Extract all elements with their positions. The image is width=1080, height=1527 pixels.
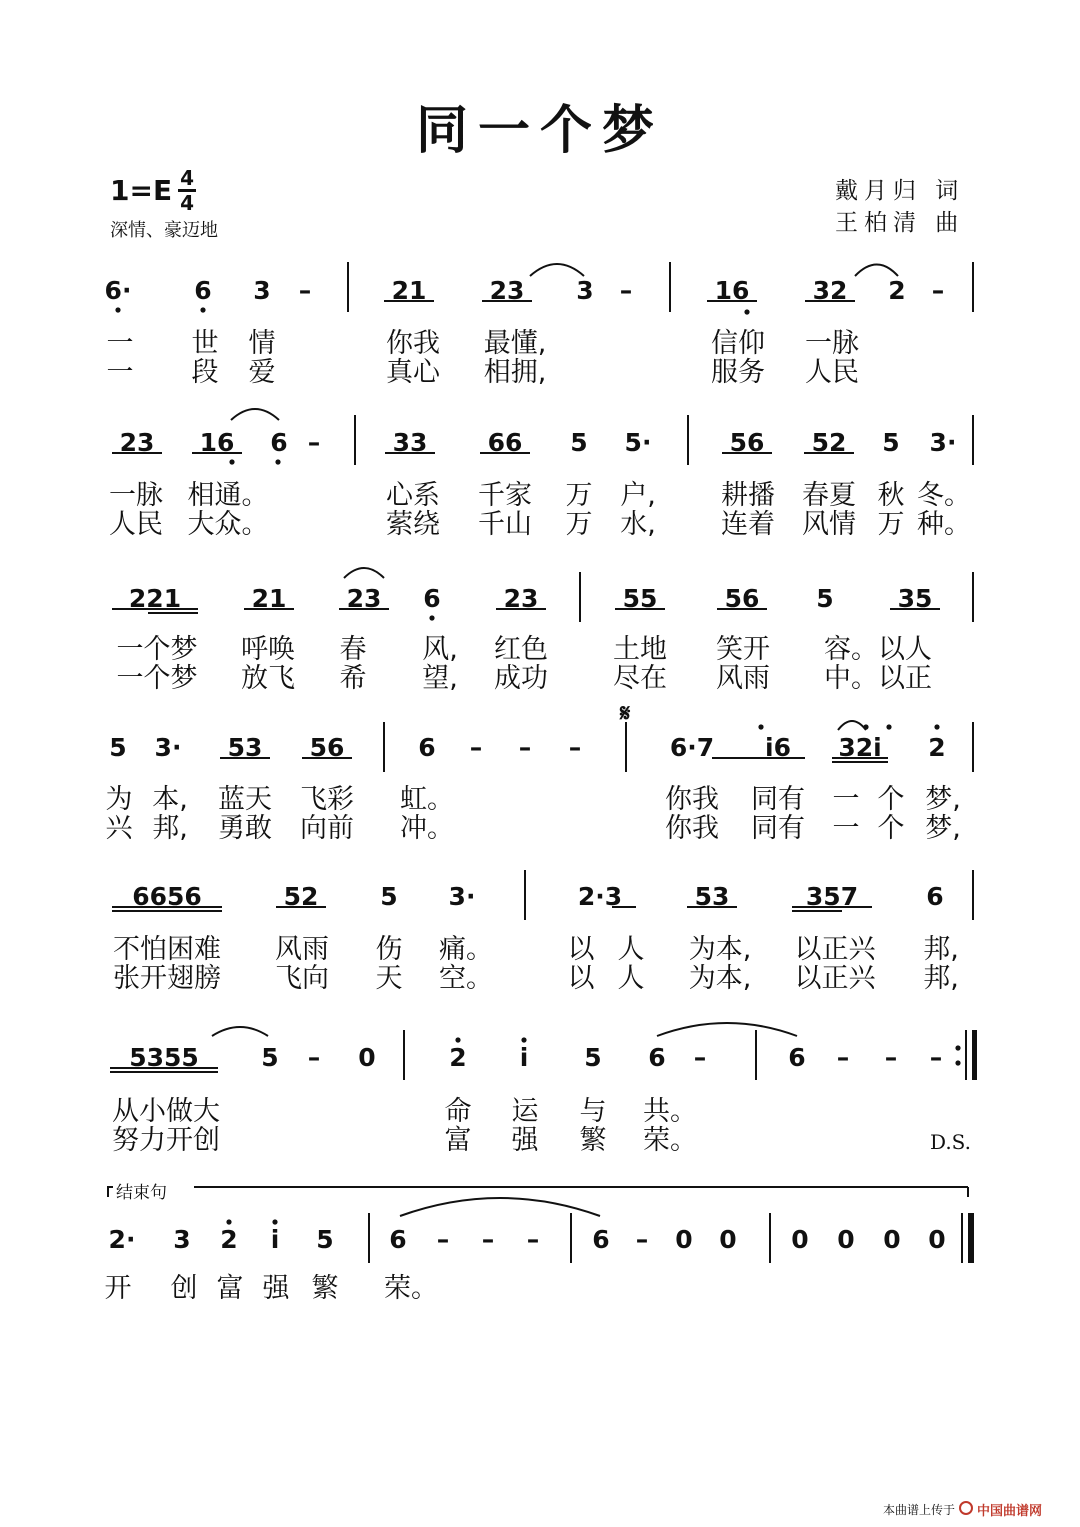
lyric: 痛。	[439, 934, 493, 965]
lyric: 从小做大	[112, 1096, 220, 1127]
lyric: 繁	[311, 1273, 339, 1304]
lyric: 真心	[386, 357, 440, 388]
note: –	[619, 276, 633, 305]
lyric: 呼唤	[241, 634, 295, 665]
note: 6	[194, 276, 212, 305]
lyric: 千山	[478, 509, 532, 540]
lyric: 富	[444, 1125, 472, 1156]
note: –	[518, 733, 532, 762]
site-brand[interactable]: 中国曲谱网	[977, 1504, 1043, 1519]
lyric: 千家	[478, 480, 532, 511]
note: 5	[109, 733, 127, 762]
lyric: 以	[567, 963, 595, 994]
note: 357	[805, 882, 859, 911]
note: 32	[812, 276, 848, 305]
note: –	[436, 1225, 450, 1254]
lyric: 邦,	[923, 963, 959, 994]
note: 3	[173, 1225, 191, 1254]
lyric: 爱	[248, 357, 276, 388]
lyric: 勇敢	[218, 813, 272, 844]
note: 0	[837, 1225, 855, 1254]
note: 5	[816, 584, 834, 613]
note: 53	[227, 733, 263, 762]
lyric: 不怕困难	[113, 934, 221, 965]
lyric: 春夏	[802, 480, 856, 511]
note: i	[519, 1043, 529, 1072]
note: 3	[576, 276, 594, 305]
lyric: 繁	[579, 1125, 607, 1156]
note: 0	[358, 1043, 376, 1072]
lyric: 富	[216, 1273, 244, 1304]
note: 6	[788, 1043, 806, 1072]
lyric: 以	[567, 934, 595, 965]
note: 6·	[104, 276, 132, 305]
lyric: 大众。	[187, 509, 269, 540]
note: 6	[270, 428, 288, 457]
lyric: 万	[565, 509, 593, 540]
lyric: 最懂,	[483, 328, 547, 359]
note: 3·	[929, 428, 957, 457]
note: 56	[729, 428, 765, 457]
note: 6	[389, 1225, 407, 1254]
lyric: 万	[565, 480, 593, 511]
note: 0	[675, 1225, 693, 1254]
lyric: 向前	[300, 813, 354, 844]
lyric: 信仰	[711, 328, 765, 359]
lyric: 飞向	[275, 963, 329, 994]
lyric: 兴	[105, 813, 133, 844]
lyric: 人	[617, 963, 645, 994]
note: 55	[622, 584, 658, 613]
note: 0	[719, 1225, 737, 1254]
lyric: 伤	[375, 934, 403, 965]
lyricist-credit: 戴月归 词	[835, 178, 965, 204]
note: 33	[392, 428, 428, 457]
lyric: 你我	[665, 813, 719, 844]
note: –	[931, 276, 945, 305]
note: 5	[261, 1043, 279, 1072]
lyric: 风雨	[716, 663, 770, 694]
lyric: 段	[191, 357, 219, 388]
note: 2	[928, 733, 946, 762]
lyric: 共。	[643, 1096, 697, 1127]
note: –	[526, 1225, 540, 1254]
note: 5	[584, 1043, 602, 1072]
note: 5355	[129, 1043, 199, 1072]
lyric: 风,	[422, 634, 458, 665]
note: 16	[199, 428, 235, 457]
lyric: 水,	[620, 509, 656, 540]
lyric: 个	[877, 784, 905, 815]
note: –	[568, 733, 582, 762]
lyric: 种。	[917, 509, 971, 540]
segno-sign: 𝄋	[620, 698, 631, 727]
note: 5·	[624, 428, 652, 457]
site-footer	[883, 1500, 1042, 1519]
lyric: 空。	[439, 963, 493, 994]
lyric: 人民	[805, 357, 859, 388]
lyric: 运	[511, 1096, 539, 1127]
lyric: 连着	[721, 509, 775, 540]
lyric: 土地	[613, 634, 667, 665]
note: 6	[418, 733, 436, 762]
lyric: 与	[579, 1096, 607, 1127]
lyric: 一个梦	[116, 663, 198, 694]
note: 5	[882, 428, 900, 457]
note: 3	[253, 276, 271, 305]
note: 0	[791, 1225, 809, 1254]
lyric: 希	[339, 663, 367, 694]
lyric: 开	[104, 1273, 132, 1304]
lyric: 创	[170, 1273, 198, 1304]
note: i	[270, 1225, 280, 1254]
lyric: 人民	[109, 509, 163, 540]
note: 16	[714, 276, 750, 305]
lyric: 相拥,	[483, 357, 547, 388]
lyric: 张开翅膀	[113, 963, 221, 994]
note: 53	[694, 882, 730, 911]
note: –	[929, 1043, 943, 1072]
note: 23	[346, 584, 382, 613]
note: 5	[316, 1225, 334, 1254]
lyric: 秋	[877, 480, 905, 511]
lyric: 命	[444, 1096, 472, 1127]
lyric: 一	[832, 813, 860, 844]
ending-label: 结束句	[116, 1183, 167, 1203]
note: 2	[888, 276, 906, 305]
lyric: 以正兴	[794, 963, 876, 994]
note: 35	[897, 584, 933, 613]
lyric: 人	[617, 934, 645, 965]
lyric: 个	[877, 813, 905, 844]
tempo-marking: 深情、豪迈地	[110, 220, 218, 241]
note: 32i	[838, 733, 882, 762]
lyric: 邦,	[923, 934, 959, 965]
note: 52	[283, 882, 319, 911]
lyric: 梦,	[925, 784, 961, 815]
lyric: 一	[832, 784, 860, 815]
lyric: 万	[877, 509, 905, 540]
lyric: 同有	[751, 813, 805, 844]
lyric: 冬。	[917, 480, 971, 511]
note: i6	[765, 733, 791, 762]
song-title: 同一个梦	[415, 100, 664, 161]
note: –	[693, 1043, 707, 1072]
note: 52	[811, 428, 847, 457]
lyric: 为本,	[688, 934, 752, 965]
lyric: 梦,	[925, 813, 961, 844]
lyric: 成功	[494, 663, 548, 694]
lyric: 荣。	[643, 1125, 697, 1156]
footer-text: 本曲谱上传于	[883, 1503, 956, 1517]
lyric: 一	[106, 328, 134, 359]
lyric: 努力开创	[112, 1125, 220, 1156]
lyric: 情	[248, 328, 276, 359]
note: 221	[128, 584, 182, 613]
lyric: 冲。	[400, 813, 454, 844]
lyric: 户,	[620, 480, 656, 511]
note: 56	[724, 584, 760, 613]
note: 23	[119, 428, 155, 457]
lyric: 强	[511, 1125, 539, 1156]
lyric: 强	[262, 1273, 290, 1304]
lyric: 望,	[422, 663, 458, 694]
note: 6	[423, 584, 441, 613]
note: 6656	[132, 882, 202, 911]
note: –	[469, 733, 483, 762]
note: 6·7	[669, 733, 715, 762]
lyric: 飞彩	[300, 784, 354, 815]
lyric: 天	[375, 963, 403, 994]
lyric: 放飞	[241, 663, 295, 694]
note: 2·3	[577, 882, 623, 911]
lyric: 以正兴	[794, 934, 876, 965]
lyric: 一脉	[805, 328, 859, 359]
composer-credit: 王柏清 曲	[835, 210, 965, 236]
note: 23	[489, 276, 525, 305]
note: 23	[503, 584, 539, 613]
note: 21	[391, 276, 427, 305]
lyric: 蓝天	[218, 784, 272, 815]
note: 2·	[108, 1225, 136, 1254]
lyric: 你我	[386, 328, 440, 359]
lyric: 尽在	[613, 663, 667, 694]
note: 21	[251, 584, 287, 613]
note: 5	[570, 428, 588, 457]
lyric: 风雨	[275, 934, 329, 965]
site-logo-icon	[959, 1501, 973, 1518]
lyric: 你我	[665, 784, 719, 815]
note: 66	[487, 428, 523, 457]
lyric: 世	[191, 328, 219, 359]
lyric: 服务	[711, 357, 765, 388]
note: –	[635, 1225, 649, 1254]
lyric: 萦绕	[386, 509, 440, 540]
lyric: 邦,	[152, 813, 188, 844]
note: –	[298, 276, 312, 305]
note: –	[481, 1225, 495, 1254]
lyric: 风情	[802, 509, 856, 540]
note: 3·	[448, 882, 476, 911]
key-label: 1=E	[110, 174, 173, 207]
note: 6	[926, 882, 944, 911]
lyric: 一个梦	[116, 634, 198, 665]
note: 56	[309, 733, 345, 762]
lyric: 虹。	[400, 784, 454, 815]
time-top: 4	[180, 166, 195, 190]
note: 6	[592, 1225, 610, 1254]
note: 2	[220, 1225, 238, 1254]
note: 0	[928, 1225, 946, 1254]
lyric: 相通。	[187, 480, 269, 511]
note: 2	[449, 1043, 467, 1072]
note: 6	[648, 1043, 666, 1072]
lyric: 红色	[494, 634, 548, 665]
lyric: 耕播	[721, 480, 775, 511]
lyric: 一	[106, 357, 134, 388]
lyric: 容。以人	[824, 634, 932, 665]
note: –	[307, 428, 321, 457]
note: –	[884, 1043, 898, 1072]
lyric: 为	[105, 784, 133, 815]
lyric: 为本,	[688, 963, 752, 994]
lyric: 荣。	[384, 1273, 438, 1304]
lyric: 同有	[751, 784, 805, 815]
lyric: 一脉	[109, 480, 163, 511]
time-bottom: 4	[180, 191, 195, 215]
note: 3·	[154, 733, 182, 762]
note: –	[836, 1043, 850, 1072]
lyric: 春	[339, 634, 367, 665]
lyric: 中。以正	[824, 663, 932, 694]
dal-segno-mark: D.S.	[930, 1130, 972, 1154]
lyric: 本,	[152, 784, 188, 815]
note: –	[307, 1043, 321, 1072]
note: 0	[883, 1225, 901, 1254]
lyric: 笑开	[716, 634, 770, 665]
lyric: 心系	[386, 480, 440, 511]
note: 5	[380, 882, 398, 911]
